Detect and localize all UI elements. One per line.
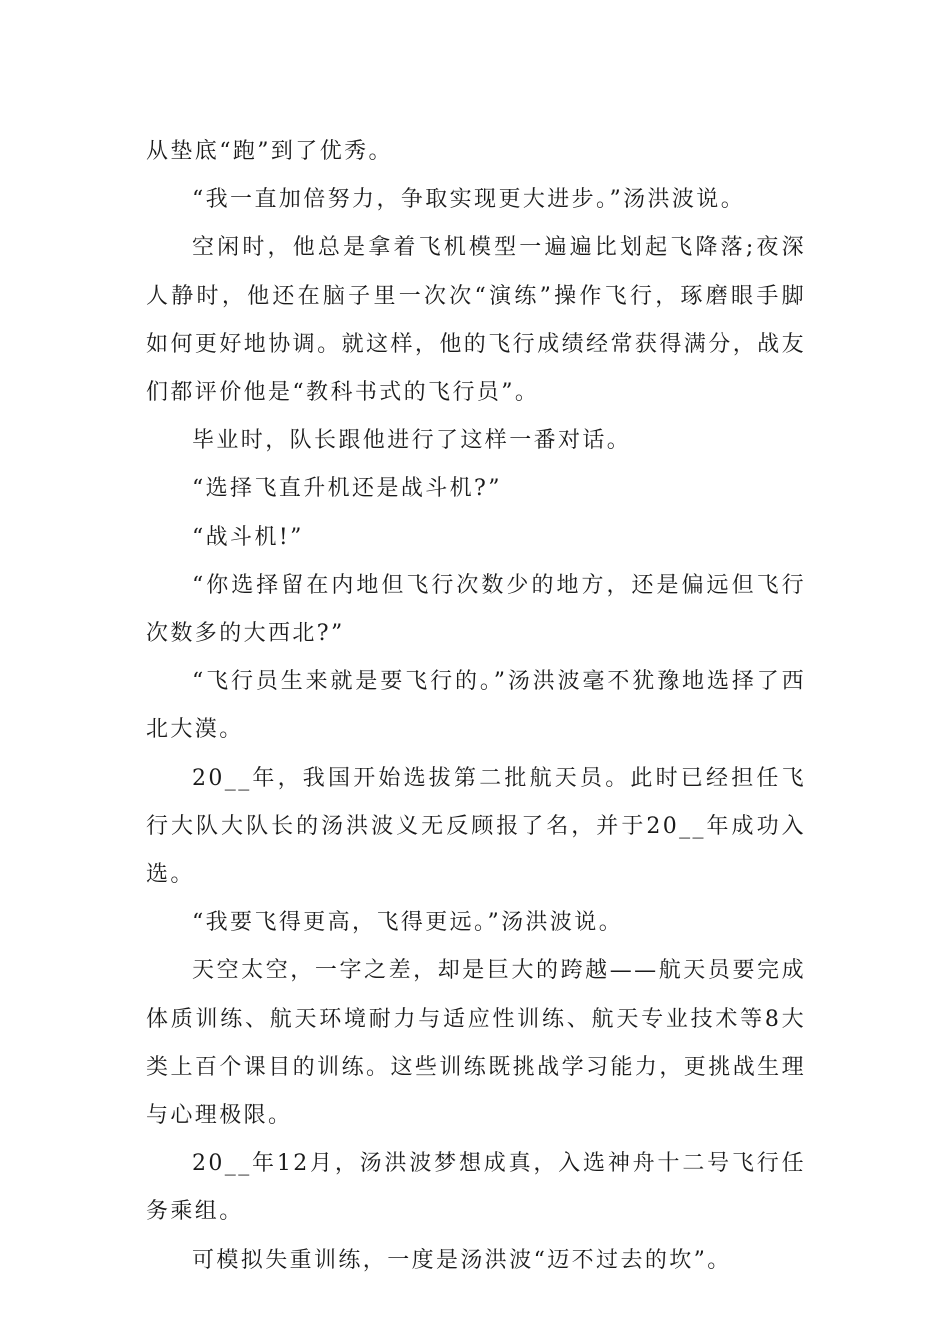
paragraph-13: 可模拟失重训练，一度是汤洪波“迈不过去的坎”。 (192, 1247, 732, 1273)
paragraph-6: “战斗机!” (192, 524, 304, 550)
paragraph-4: 毕业时，队长跟他进行了这样一番对话。 (192, 428, 632, 454)
paragraph-5: “选择飞直升机还是战斗机?” (192, 476, 502, 502)
paragraph-8: “飞行员生来就是要飞行的。”汤洪波毫不犹豫地选择了西北大漠。 (146, 669, 806, 743)
paragraph-11: 天空太空，一字之差，却是巨大的跨越——航天员要完成体质训练、航天环境耐力与适应性训练、航天专业技术等8大类上百个课目的训练。这些训练既挑战学习能力，更挑战生理与心理极限。 (146, 958, 806, 1129)
document-body (146, 128, 806, 1285)
paragraph-12: 20__年12月，汤洪波梦想成真，入选神舟十二号飞行任务乘组。 (146, 1151, 806, 1225)
paragraph-9: 20__年，我国开始选拔第二批航天员。此时已经担任飞行大队大队长的汤洪波义无反顾报了名，并于20__年成功入选。 (146, 765, 806, 888)
paragraph-1: 从垫底“跑”到了优秀。 (146, 139, 393, 164)
paragraph-10: “我要飞得更高，飞得更远。”汤洪波说。 (192, 910, 624, 936)
paragraph-3: 空闲时，他总是拿着飞机模型一遍遍比划起飞降落;夜深人静时，他还在脑子里一次次“演练”操作飞行，琢磨眼手脚如何更好地协调。就这样，他的飞行成绩经常获得满分，战友们都评价他是“教科书式的飞行员”。 (146, 235, 806, 406)
paragraph-2: “我一直加倍努力，争取实现更大进步。”汤洪波说。 (192, 187, 746, 213)
paragraph-7: “你选择留在内地但飞行次数少的地方，还是偏远但飞行次数多的大西北?” (146, 572, 806, 647)
